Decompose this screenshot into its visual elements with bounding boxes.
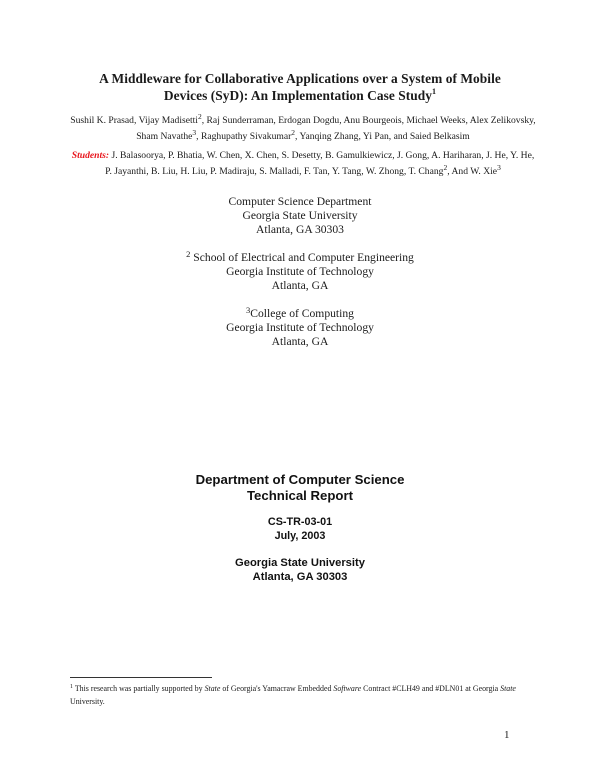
report-number: CS-TR-03-01 [267,516,333,528]
affiliation-line: Georgia Institute of Technology [226,265,374,279]
affiliation-line: Georgia State University [242,209,358,223]
title-line-1: A Middleware for Collaborative Applications over a System of Mobile [99,71,501,86]
affiliation-gatech-coc [0,307,600,350]
affiliation-mark: 3 [497,163,501,172]
author-text: , Raghupathy Sivakumar [196,131,292,142]
report-department: Department of Computer Science [195,472,405,487]
affiliation-line: Computer Science Department [228,195,372,208]
footnote-text: of Georgia's Yamacraw Embedded [220,684,334,693]
affiliation-line: Atlanta, GA [271,279,329,293]
report-id-block [0,515,600,543]
title-footnote-mark: 1 [432,87,437,96]
footnote-mark: 1 [70,684,73,690]
author-text: Sushil K. Prasad, Vijay Madisetti [70,115,198,126]
page-number: 1 [504,729,510,741]
affiliation-mark: 3 [246,305,251,315]
footnote-divider [70,677,212,678]
student-text: J. Balasoorya, P. Bhatia, W. Chen, X. Chen, S. Desetty, B. Gamulkiewicz, J. Gong, A. Hariharan, J. He, Y. He, P. Jayanthi, B. Liu, H. Liu, P. Madiraju, S. Malladi, F. Tan, Y. Tang, W. Zhong, T. Chang [105,150,535,177]
report-location: Atlanta, GA 30303 [252,571,348,583]
affiliation-mark: 2 [197,112,202,121]
footnote-text: Software [333,684,362,693]
footnote [70,683,530,708]
footnote-text: University. [70,696,105,706]
footnote-text: This research was partially supported by [73,684,205,693]
affiliation-line: Georgia Institute of Technology [226,321,374,335]
paper-title [0,70,600,104]
affiliation-mark: 2 [443,163,448,172]
author-text: , Raj Sunderraman, Erdogan Dogdu, Anu Bourgeois, Michael Weeks, Alex Zelikovsky, Sham Navathe [136,115,536,142]
title-line-2: Devices (SyD): An Implementation Case Study [163,88,433,103]
report-university: Georgia State University [235,557,365,569]
affiliation-mark: 2 [186,249,191,259]
report-institution [0,556,600,584]
affiliation-gsu [0,195,600,238]
students-label: Students: [71,150,110,161]
affiliation-gatech-ece [0,251,600,294]
footnote-text: Contract #CLH49 and #DLN01 at Georgia [361,684,501,693]
affiliation-line: College of Computing [250,307,354,320]
student-list [68,148,538,180]
affiliation-line: Atlanta, GA 30303 [256,223,344,237]
footnote-text: State [500,684,516,693]
report-date: July, 2003 [274,530,326,542]
report-heading [0,472,600,504]
author-list [68,113,538,145]
author-text: , Yanqing Zhang, Yi Pan, and Saied Belkasim [295,131,470,142]
affiliation-mark: 2 [291,128,296,137]
affiliation-line: School of Electrical and Computer Engineering [190,251,414,264]
report-type: Technical Report [246,488,353,503]
footnote-text: State [204,684,221,693]
student-text: , And W. Xie [447,166,498,177]
affiliation-mark: 3 [192,128,197,137]
affiliation-line: Atlanta, GA [271,335,329,349]
